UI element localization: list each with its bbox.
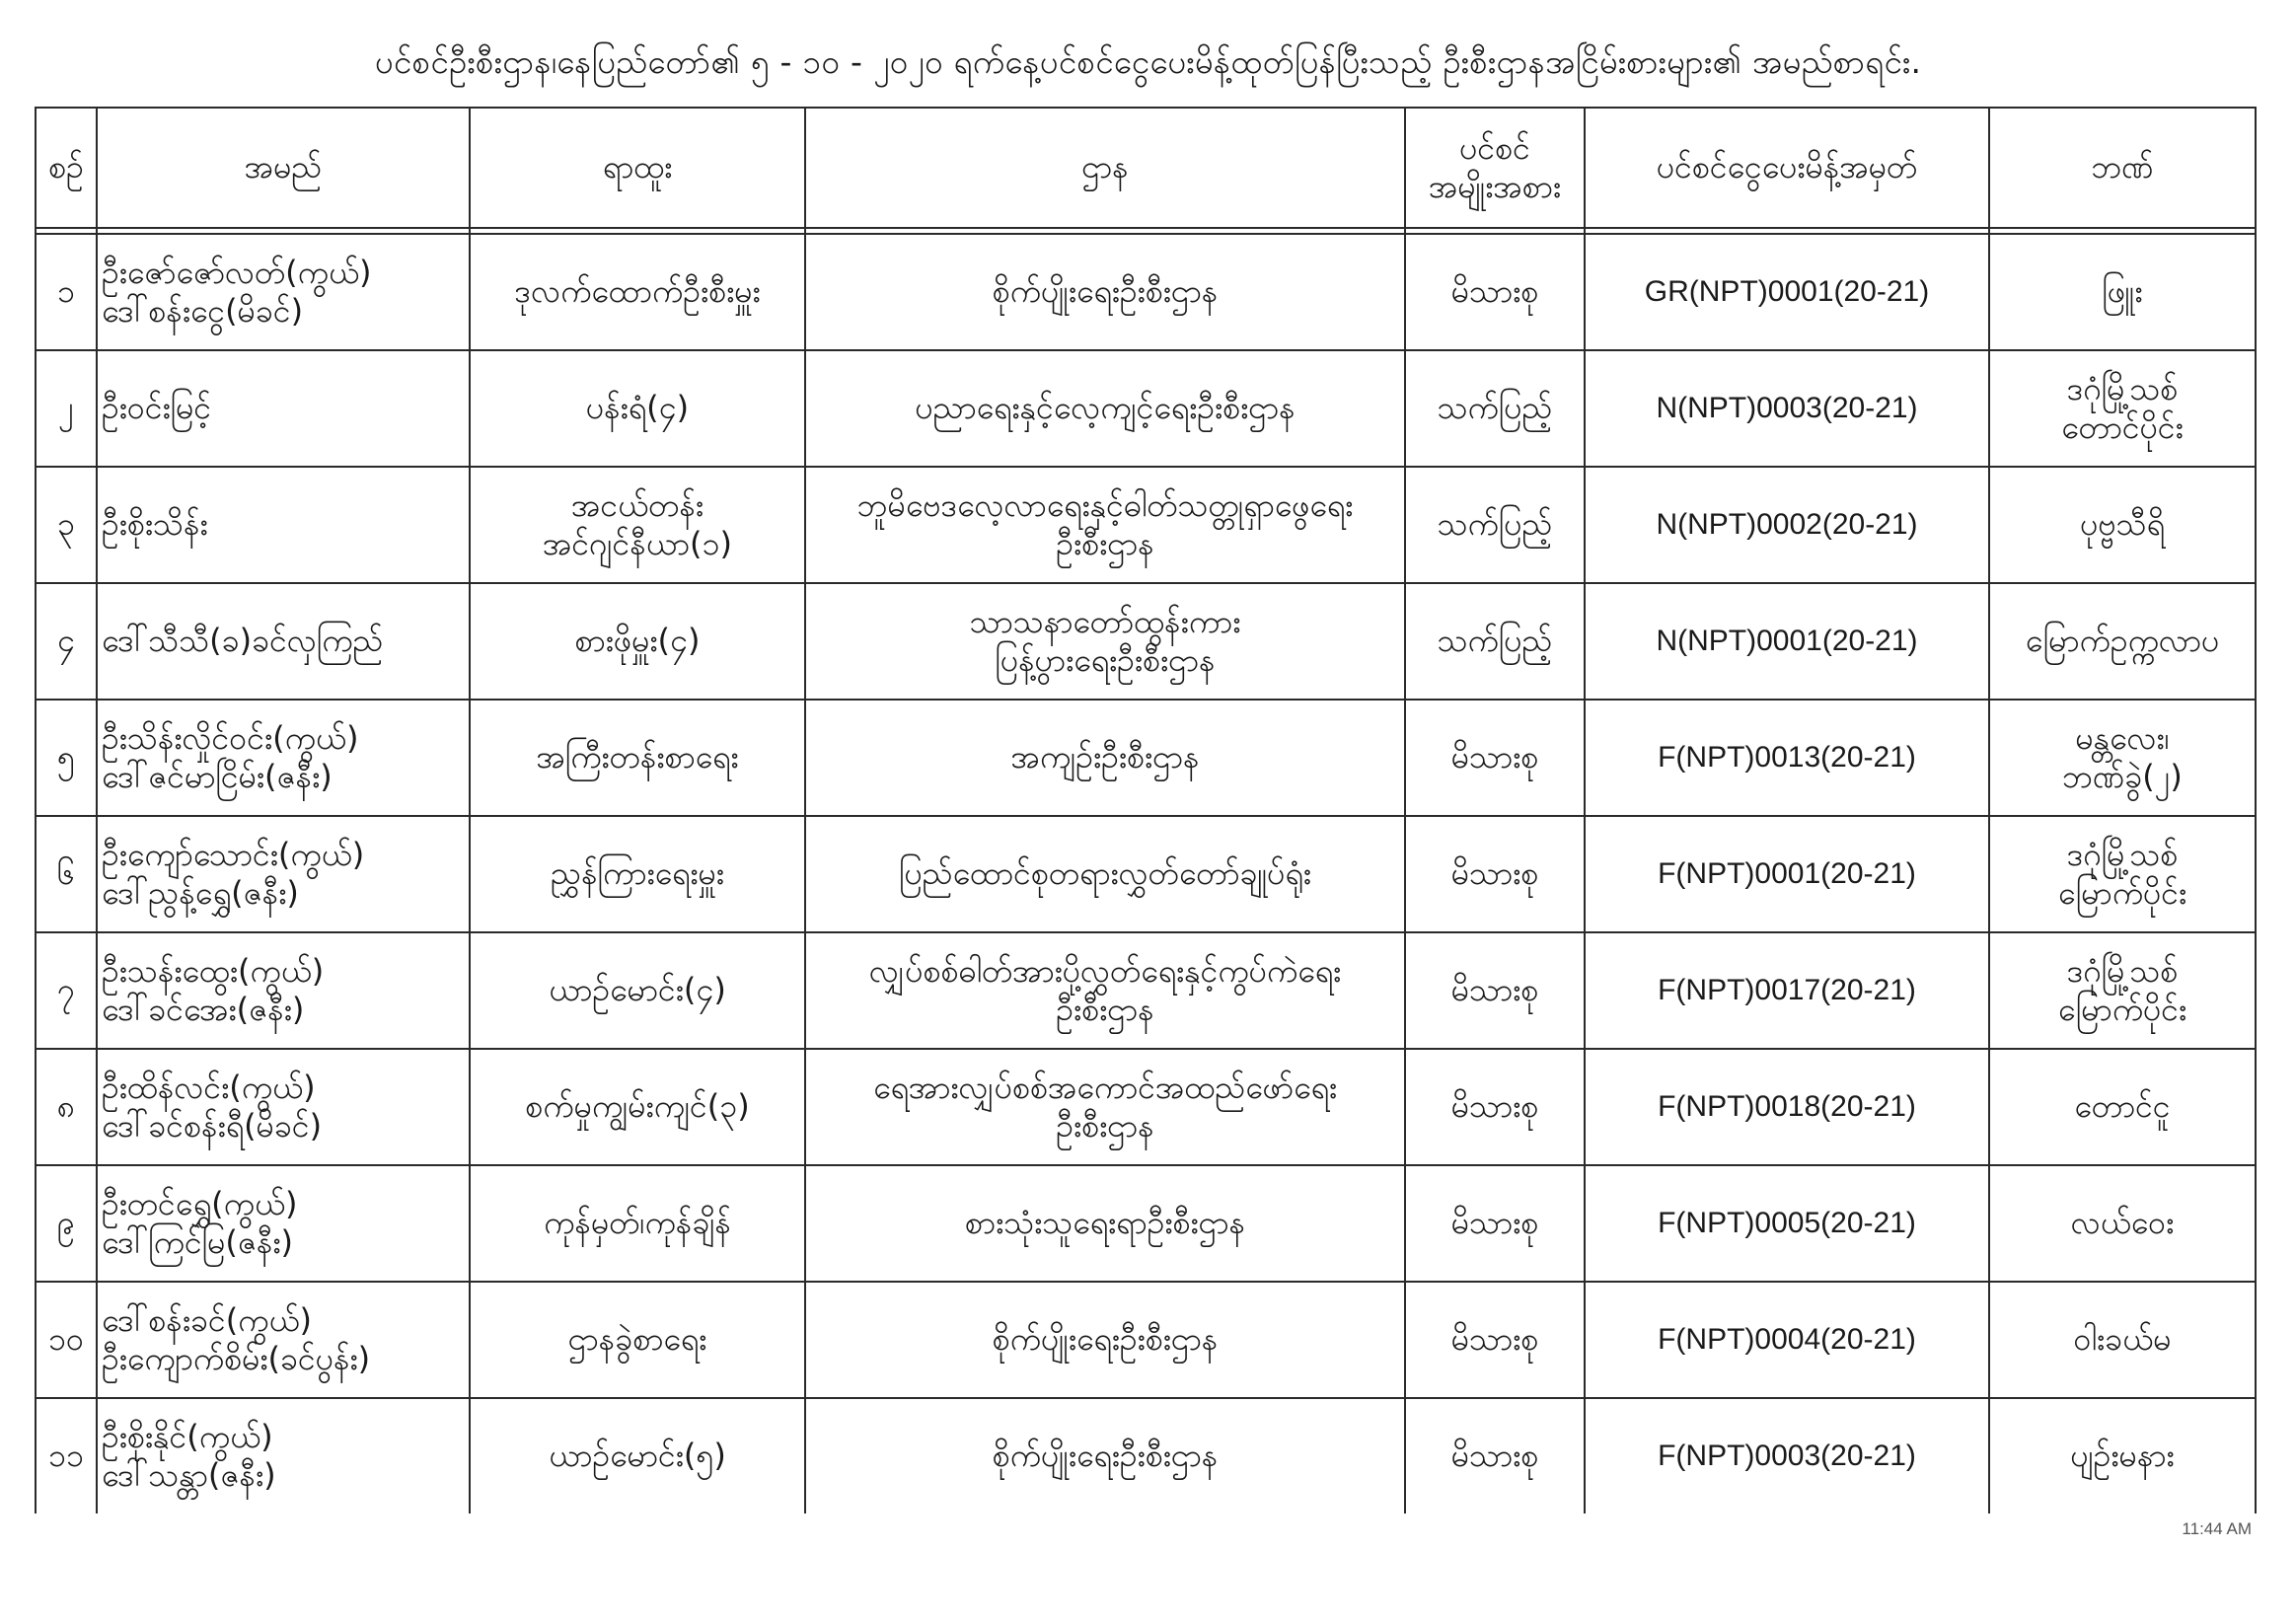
- cell-ppo-number: [1585, 1398, 1989, 1513]
- cell-department-line: စားသုံးသူရေးရာဦးစီးဌာန: [964, 1204, 1246, 1242]
- cell-ppo-number: [1585, 816, 1989, 932]
- cell-treasury-line: လယ်ဝေး: [2070, 1204, 2175, 1242]
- cell-no-line: ၆: [57, 854, 75, 893]
- cell-treasury-line: ဒဂုံမြို့သစ်: [2066, 835, 2179, 873]
- cell-name-line: ဒေါ်ခင်စန်းရီ(မိခင်): [102, 1107, 323, 1144]
- header-rank: ရာထူး: [470, 108, 805, 228]
- cell-department-line: ပြန့်ပွားရေးဦးစီးဌာန: [995, 641, 1216, 679]
- cell-no-line: ၅: [57, 738, 75, 776]
- cell-name: [97, 932, 470, 1049]
- cell-ppo-number: [1585, 234, 1989, 350]
- cell-name: [97, 350, 470, 467]
- cell-rank: [470, 700, 805, 816]
- cell-department-line: အကျဉ်းဦးစီးဌာန: [1010, 738, 1200, 776]
- cell-pension-type-line: မိသားစု: [1450, 971, 1539, 1009]
- cell-pension-type: [1405, 583, 1585, 700]
- cell-no: [36, 583, 97, 700]
- cell-treasury-line: ပုဗ္ဗသီရိ: [2080, 505, 2165, 544]
- cell-rank: [470, 350, 805, 467]
- cell-department: [805, 350, 1405, 467]
- cell-no: [36, 1282, 97, 1398]
- header-treasury: ဘဏ်: [1989, 108, 2256, 228]
- cell-treasury: [1989, 932, 2256, 1049]
- cell-treasury-line: ဘဏ်ခွဲ(၂): [2062, 758, 2183, 795]
- cell-ppo-number-line: F(NPT)0018(20-21): [1658, 1089, 1916, 1123]
- cell-rank: [470, 234, 805, 350]
- cell-rank-line: ယာဉ်မောင်း(၄): [549, 971, 726, 1009]
- header-pension-type: [1405, 108, 1585, 228]
- table-row: [36, 700, 2256, 816]
- cell-treasury-line: မြောက်ပိုင်း: [2057, 991, 2187, 1028]
- cell-no-line: ၇: [57, 971, 75, 1009]
- cell-ppo-number: [1585, 932, 1989, 1049]
- cell-pension-type-line: သက်ပြည့်: [1437, 505, 1553, 544]
- cell-no-line: ၂: [58, 389, 74, 427]
- cell-pension-type-line: မိသားစု: [1450, 738, 1539, 776]
- cell-name: [97, 467, 470, 583]
- cell-treasury-line: မြောက်ဥက္ကလာပ: [2025, 622, 2220, 660]
- cell-rank-line: ဒုလက်ထောက်ဦးစီးမှူး: [514, 272, 761, 311]
- cell-ppo-number-line: N(NPT)0003(20-21): [1656, 391, 1918, 424]
- cell-pension-type-line: မိသားစု: [1450, 272, 1539, 311]
- cell-ppo-number: [1585, 700, 1989, 816]
- header-department: ဌာန: [805, 108, 1405, 228]
- cell-name-line: ဦးထိန်လင်း(ကွယ်): [102, 1068, 316, 1106]
- cell-pension-type-line: မိသားစု: [1450, 1087, 1539, 1126]
- cell-rank-line: ညွှန်ကြားရေးမှူး: [551, 854, 724, 893]
- cell-ppo-number-line: F(NPT)0004(20-21): [1658, 1322, 1916, 1356]
- cell-no-line: ၁: [57, 272, 75, 311]
- cell-name: [97, 234, 470, 350]
- cell-treasury-line: မန္တလေး၊: [2075, 718, 2170, 757]
- cell-treasury: [1989, 1049, 2256, 1165]
- cell-treasury-line: မြောက်ပိုင်း: [2057, 874, 2187, 912]
- cell-no-line: ၉: [57, 1204, 75, 1242]
- cell-name-line: ဒေါ်ဇင်မာငြိမ်း(ဇနီး): [102, 758, 333, 795]
- cell-no-line: ၁၁: [48, 1437, 84, 1475]
- cell-treasury-line: ဖြူး: [2102, 272, 2143, 311]
- cell-name-line: ဦးသန်းထွေး(ကွယ်): [102, 951, 325, 990]
- cell-ppo-number: [1585, 350, 1989, 467]
- cell-treasury: [1989, 1165, 2256, 1282]
- cell-name-line: ဒေါ်စန်းငွေ(မိခင်): [102, 292, 304, 330]
- cell-department-line: ပညာရေးနှင့်လေ့ကျင့်ရေးဦးစီးဌာန: [915, 389, 1296, 427]
- cell-treasury-line: ဒဂုံမြို့သစ်: [2066, 369, 2179, 407]
- cell-pension-type: [1405, 1049, 1585, 1165]
- cell-pension-type-line: သက်ပြည့်: [1437, 622, 1553, 660]
- cell-no-line: ၄: [57, 622, 75, 660]
- cell-department-line: သာသနာတော်ထွန်းကား: [969, 602, 1241, 640]
- cell-ppo-number-line: F(NPT)0005(20-21): [1658, 1206, 1916, 1239]
- cell-no-line: ၈: [56, 1087, 76, 1126]
- cell-department-line: စိုက်ပျိုးရေးဦးစီးဌာန: [992, 1320, 1219, 1359]
- cell-ppo-number-line: GR(NPT)0001(20-21): [1644, 274, 1930, 308]
- cell-no: [36, 932, 97, 1049]
- table-header-row: [36, 108, 2256, 228]
- cell-name-line: ဒေါ်သန္တာ(ဇနီး): [102, 1456, 276, 1494]
- cell-treasury: [1989, 234, 2256, 350]
- cell-treasury-line: ဝါးခယ်မ: [2073, 1320, 2172, 1359]
- cell-name: [97, 1165, 470, 1282]
- cell-name-line: ဦးဇော်ဇော်လတ်(ကွယ်): [102, 253, 372, 291]
- cell-name-line: ဒေါ်ခင်အေး(ဇနီး): [102, 991, 305, 1028]
- header-ppo-number: ပင်စင်ငွေပေးမိန့်အမှတ်: [1585, 108, 1989, 228]
- cell-treasury: [1989, 1282, 2256, 1398]
- cell-rank-line: ဌာနခွဲစာရေး: [567, 1320, 707, 1359]
- table-row: [36, 1165, 2256, 1282]
- cell-no: [36, 700, 97, 816]
- timestamp: 11:44 AM: [2182, 1519, 2252, 1538]
- cell-rank: [470, 1049, 805, 1165]
- cell-rank: [470, 932, 805, 1049]
- cell-no-line: ၃: [57, 505, 75, 544]
- cell-name: [97, 700, 470, 816]
- cell-ppo-number-line: N(NPT)0001(20-21): [1656, 624, 1918, 657]
- cell-pension-type: [1405, 1165, 1585, 1282]
- cell-ppo-number: [1585, 467, 1989, 583]
- cell-rank: [470, 1165, 805, 1282]
- table-row: [36, 816, 2256, 932]
- cell-pension-type-line: မိသားစု: [1450, 854, 1539, 893]
- cell-department: [805, 583, 1405, 700]
- cell-name: [97, 583, 470, 700]
- cell-ppo-number: [1585, 1049, 1989, 1165]
- cell-department-line: ရေအားလျှပ်စစ်အကောင်အထည်ဖော်ရေး: [873, 1068, 1337, 1106]
- cell-pension-type: [1405, 700, 1585, 816]
- table-row: [36, 1049, 2256, 1165]
- cell-name: [97, 1282, 470, 1398]
- cell-department-line: စိုက်ပျိုးရေးဦးစီးဌာန: [992, 1437, 1219, 1475]
- cell-no: [36, 816, 97, 932]
- cell-rank-line: အငယ်တန်း: [570, 485, 704, 524]
- cell-department: [805, 1398, 1405, 1513]
- cell-treasury: [1989, 816, 2256, 932]
- cell-rank: [470, 583, 805, 700]
- cell-no-line: ၁၀: [48, 1320, 84, 1359]
- cell-rank: [470, 1282, 805, 1398]
- cell-pension-type: [1405, 350, 1585, 467]
- cell-pension-type: [1405, 1282, 1585, 1398]
- cell-rank-line: ပန်းရံ(၄): [585, 389, 690, 427]
- cell-ppo-number: [1585, 1165, 1989, 1282]
- cell-pension-type-line: မိသားစု: [1450, 1437, 1539, 1475]
- cell-name: [97, 816, 470, 932]
- header-no: စဉ်: [36, 108, 97, 228]
- cell-ppo-number-line: F(NPT)0017(20-21): [1658, 973, 1916, 1006]
- cell-department: [805, 1282, 1405, 1398]
- cell-pension-type: [1405, 234, 1585, 350]
- table-row: [36, 1282, 2256, 1398]
- cell-name-line: ဦးဝင်းမြင့်: [102, 389, 212, 427]
- cell-department: [805, 700, 1405, 816]
- cell-department-line: ဦးစီးဌာန: [1056, 1107, 1154, 1144]
- table-row: [36, 932, 2256, 1049]
- cell-name-line: ဦးသိန်းလှိုင်ဝင်း(ကွယ်): [102, 718, 359, 757]
- cell-ppo-number: [1585, 583, 1989, 700]
- cell-rank-line: စက်မှုကျွမ်းကျင်(၃): [525, 1087, 750, 1126]
- header-name: အမည်: [97, 108, 470, 228]
- table-row: [36, 350, 2256, 467]
- table-row: [36, 1398, 2256, 1513]
- cell-department-line: ပြည်ထောင်စုတရားလွှတ်တော်ချုပ်ရုံး: [899, 854, 1311, 893]
- cell-ppo-number-line: N(NPT)0002(20-21): [1656, 507, 1918, 541]
- cell-treasury-line: ဒဂုံမြို့သစ်: [2066, 951, 2179, 990]
- cell-treasury: [1989, 350, 2256, 467]
- cell-name-line: ဒေါ်ကြင်မြ(ဇနီး): [102, 1223, 294, 1261]
- cell-rank-line: ယာဉ်မောင်း(၅): [549, 1437, 726, 1475]
- cell-department: [805, 1165, 1405, 1282]
- table-body: [36, 234, 2256, 1513]
- header-pension-type-line1: ပင်စင်: [1459, 128, 1530, 167]
- cell-pension-type: [1405, 816, 1585, 932]
- cell-treasury: [1989, 700, 2256, 816]
- cell-name-line: ဒေါ်ညွန့်ရွှေ(ဇနီး): [102, 874, 299, 912]
- cell-no: [36, 234, 97, 350]
- cell-name-line: ဦးစိုးသိန်း: [102, 505, 208, 544]
- cell-rank: [470, 1398, 805, 1513]
- cell-treasury: [1989, 467, 2256, 583]
- cell-name-line: ဒေါ်စန်းခင်(ကွယ်): [102, 1300, 313, 1339]
- cell-department: [805, 234, 1405, 350]
- cell-name-line: ဒေါ်သီသီ(ခ)ခင်လှကြည်: [102, 622, 384, 660]
- cell-department-line: လျှပ်စစ်ဓါတ်အားပို့လွှတ်ရေးနှင့်ကွပ်ကဲရေး: [868, 951, 1342, 990]
- cell-department: [805, 1049, 1405, 1165]
- cell-rank-line: စားဖိုမှူး(၄): [574, 622, 701, 660]
- cell-ppo-number-line: F(NPT)0001(20-21): [1658, 856, 1916, 890]
- cell-no: [36, 467, 97, 583]
- cell-ppo-number-line: F(NPT)0013(20-21): [1658, 740, 1916, 774]
- cell-rank-line: ကုန်မှတ်၊ကုန်ချိန်: [544, 1204, 731, 1242]
- cell-treasury-line: ပျဉ်းမနား: [2070, 1437, 2175, 1475]
- cell-no: [36, 1049, 97, 1165]
- header-pension-type-line2: အမျိုးအစား: [1428, 168, 1562, 205]
- cell-department: [805, 467, 1405, 583]
- cell-rank-line: အကြီးတန်းစာရေး: [536, 738, 739, 776]
- cell-department-line: ဘူမိဗေဒလေ့လာရေးနှင့်ဓါတ်သတ္တုရှာဖွေရေး: [856, 485, 1354, 524]
- cell-pension-type-line: မိသားစု: [1450, 1320, 1539, 1359]
- table-row: [36, 467, 2256, 583]
- cell-department-line: ဦးစီးဌာန: [1056, 525, 1154, 562]
- cell-name-line: ဦးတင်ရွှေ(ကွယ်): [102, 1184, 298, 1222]
- cell-department: [805, 816, 1405, 932]
- cell-treasury-line: တောင်ပိုင်း: [2061, 408, 2184, 446]
- cell-pension-type-line: သက်ပြည့်: [1437, 389, 1553, 427]
- cell-no: [36, 1398, 97, 1513]
- cell-name-line: ဦးကျော်သောင်း(ကွယ်): [102, 835, 365, 873]
- cell-pension-type: [1405, 467, 1585, 583]
- cell-ppo-number-line: F(NPT)0003(20-21): [1658, 1439, 1916, 1472]
- table-row: [36, 583, 2256, 700]
- table-row: [36, 234, 2256, 350]
- cell-department-line: ဦးစီးဌာန: [1056, 991, 1154, 1028]
- cell-pension-type-line: မိသားစု: [1450, 1204, 1539, 1242]
- cell-no: [36, 1165, 97, 1282]
- cell-department: [805, 932, 1405, 1049]
- cell-no: [36, 350, 97, 467]
- document-title: ပင်စင်ဦးစီးဌာန၊နေပြည်တော်၏ ၅ - ၁၀ - ၂၀၂၀ ရက်နေ့ပင်စင်ငွေပေးမိန့်ထုတ်ပြန်ပြီးသည့် ဦးစီးဌာနအငြိမ်းစားများ၏ အမည်စာရင်း.: [374, 42, 1922, 81]
- cell-name-line: ဦးစိုးနိုင်(ကွယ်): [102, 1417, 273, 1455]
- cell-pension-type: [1405, 1398, 1585, 1513]
- cell-ppo-number: [1585, 1282, 1989, 1398]
- cell-name: [97, 1398, 470, 1513]
- cell-treasury: [1989, 583, 2256, 700]
- cell-department-line: စိုက်ပျိုးရေးဦးစီးဌာန: [992, 272, 1219, 311]
- cell-treasury-line: တောင်ငူ: [2074, 1087, 2171, 1126]
- cell-treasury: [1989, 1398, 2256, 1513]
- cell-rank: [470, 816, 805, 932]
- cell-pension-type: [1405, 932, 1585, 1049]
- cell-name: [97, 1049, 470, 1165]
- cell-name-line: ဦးကျောက်စိမ်း(ခင်ပွန်း): [102, 1340, 371, 1377]
- cell-rank-line: အင်ဂျင်နီယာ(၁): [543, 525, 732, 562]
- pension-table: [35, 107, 2257, 1513]
- cell-rank: [470, 467, 805, 583]
